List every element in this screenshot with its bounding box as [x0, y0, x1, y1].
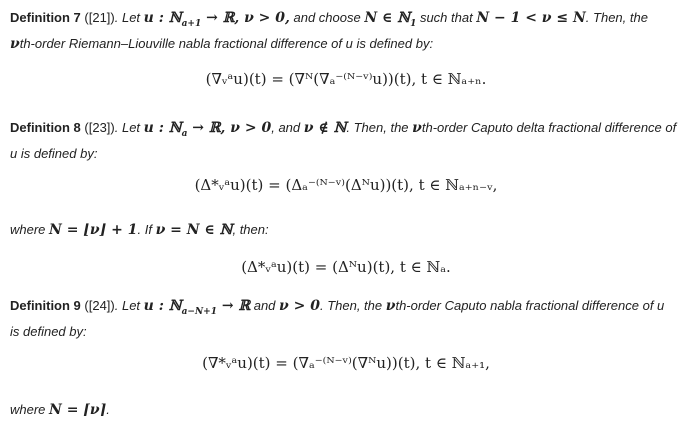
definition-8-text: [10, 118, 686, 164]
definition-9-equation: (∇*ᵥᵃu)(t) = (∇ₐ⁻⁽ᴺ⁻ᵛ⁾(∇ᴺu))(t), t ∈ ℕₐ₊₁,: [202, 354, 490, 372]
def7-math-2: N ∈ ℕ$_1$: [364, 10, 417, 29]
def8-where-c: , then:: [232, 222, 269, 237]
def7-text-a: . Let: [114, 10, 144, 25]
def9-text-a: . Let: [114, 298, 144, 313]
def8-where-math: N = ⌊ν⌋ + 1: [49, 222, 138, 238]
definition-7-equation: (∇ᵥᵃu)(t) = (∇ᴺ(∇ₐ⁻⁽ᴺ⁻ᵛ⁾u))(t), t ∈ ℕₐ₊ₙ.: [205, 70, 487, 88]
def8-where-a: where: [10, 222, 50, 237]
def9-where-b: .: [106, 402, 110, 417]
def8-text-d: th-order Caputo delta fractional difference of: [421, 120, 677, 135]
def8-where-b: . If: [137, 222, 156, 237]
definition-8-heading: Definition 8: [10, 120, 81, 135]
def8-text-c: . Then, the: [346, 120, 413, 135]
def9-math-1: u : ℕ$_{a-N+1}$ → ℝ: [143, 298, 251, 317]
definition-7-heading: Definition 7: [10, 10, 81, 25]
def8-line2: u is defined by:: [10, 145, 98, 161]
definition-8-reference[interactable]: ([23]): [84, 120, 115, 135]
definition-7-text: [10, 8, 686, 54]
definition-8-where: [10, 220, 686, 240]
definition-8-equation-2: (Δ*ᵥᵃu)(t) = (Δᴺu)(t), t ∈ ℕₐ.: [241, 258, 451, 276]
def8-math-1: u : ℕ$_a$ → ℝ, ν > 0: [143, 120, 272, 139]
def9-text-d: th-order Caputo nabla fractional difference of u: [395, 298, 665, 313]
def9-math-3: ν: [385, 298, 396, 314]
def7-text-b: and choose: [289, 10, 365, 25]
def7-math-4: ν: [10, 35, 20, 52]
def9-text-c: . Then, the: [319, 298, 386, 313]
def9-where-math: N = ⌈ν⌉: [49, 402, 107, 418]
definition-9-where: [10, 400, 686, 420]
definition-9-heading: Definition 9: [10, 298, 81, 313]
definition-8-equation: (Δ*ᵥᵃu)(t) = (Δₐ⁻⁽ᴺ⁻ᵛ⁾(Δᴺu))(t), t ∈ ℕₐ₊ₙ₋ᵥ,: [194, 176, 498, 194]
def7-text-c: such that: [416, 10, 477, 25]
def7-line2: th-order Riemann–Liouville nabla fractional difference of u is defined by:: [19, 35, 434, 51]
def7-text-d: . Then, the: [585, 10, 648, 25]
def9-text-b: and: [250, 298, 280, 313]
def8-text-b: , and: [271, 120, 304, 135]
definition-7-reference[interactable]: ([21]): [84, 10, 115, 25]
def8-where-math-2: ν = N ∈ ℕ: [155, 222, 233, 238]
def7-math-1: u : ℕ$_{a+1}$ → ℝ, ν > 0,: [143, 10, 290, 29]
def7-math-3: N − 1 < ν ≤ N: [476, 10, 586, 26]
def9-where-a: where: [10, 402, 50, 417]
definition-9-reference[interactable]: ([24]): [84, 298, 115, 313]
def9-math-2: ν > 0: [279, 298, 320, 314]
def9-line2: is defined by:: [10, 323, 87, 339]
def8-text-a: . Let: [114, 120, 144, 135]
def8-math-3: ν: [412, 120, 422, 136]
definition-9-text: [10, 296, 686, 342]
def8-math-2: ν ∉ ℕ: [303, 120, 347, 136]
